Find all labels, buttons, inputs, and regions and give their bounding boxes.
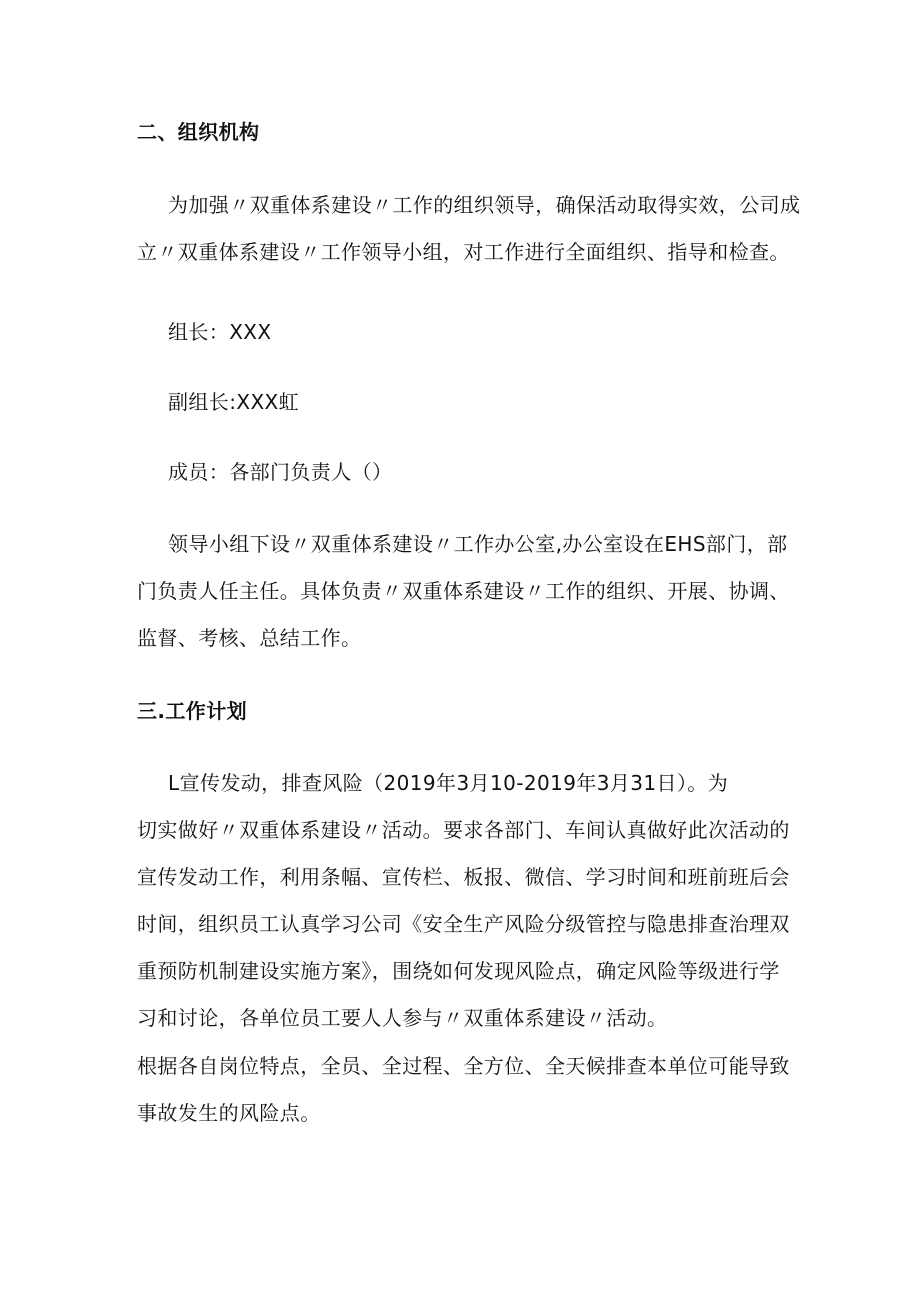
plan-item1b-line-2: 事故发生的风险点。 bbox=[137, 1101, 321, 1125]
office-line-3: 监督、考核、总结工作。 bbox=[137, 626, 362, 650]
section2-intro-line-1: 为加强〃双重体系建设〃工作的组织领导，确保活动取得实效，公司成 bbox=[168, 193, 801, 217]
plan-item1-line-4: 时间，组织员工认真学习公司《安全生产风险分级管控与隐患排查治理双 bbox=[137, 912, 790, 936]
deputy-leader-line: 副组长:XXX虹 bbox=[168, 390, 300, 414]
members-line: 成员：各部门负责人（） bbox=[168, 460, 393, 484]
plan-item1-line-5: 重预防机制建设实施方案》，围绕如何发现风险点，确定风险等级进行学 bbox=[137, 959, 780, 983]
leader-line: 组长：XXX bbox=[168, 320, 272, 344]
office-line-1: 领导小组下设〃双重体系建设〃工作办公室,办公室设在EHS部门，部 bbox=[168, 532, 788, 556]
plan-item1-line-6: 习和讨论，各单位员工要人人参与〃双重体系建设〃活动。 bbox=[137, 1006, 668, 1030]
section3-heading: 三.工作计划 bbox=[137, 699, 247, 723]
plan-item1-line-2: 切实做好〃双重体系建设〃活动。要求各部门、车间认真做好此次活动的 bbox=[137, 818, 790, 842]
office-line-2: 门负责人任主任。具体负责〃双重体系建设〃工作的组织、开展、协调、 bbox=[137, 579, 790, 603]
plan-item1b-line-1: 根据各自岗位特点，全员、全过程、全方位、全天候排查本单位可能导致 bbox=[137, 1054, 790, 1078]
plan-item1-line-1: L宣传发动，排查风险（2019年3月10-2019年3月31日）。为 bbox=[168, 771, 729, 795]
plan-item1-line-3: 宣传发动工作，利用条幅、宣传栏、板报、微信、学习时间和班前班后会 bbox=[137, 865, 790, 889]
section2-heading: 二、组织机构 bbox=[137, 120, 260, 144]
section2-intro-line-2: 立〃双重体系建设〃工作领导小组，对工作进行全面组织、指导和检查。 bbox=[137, 240, 790, 264]
